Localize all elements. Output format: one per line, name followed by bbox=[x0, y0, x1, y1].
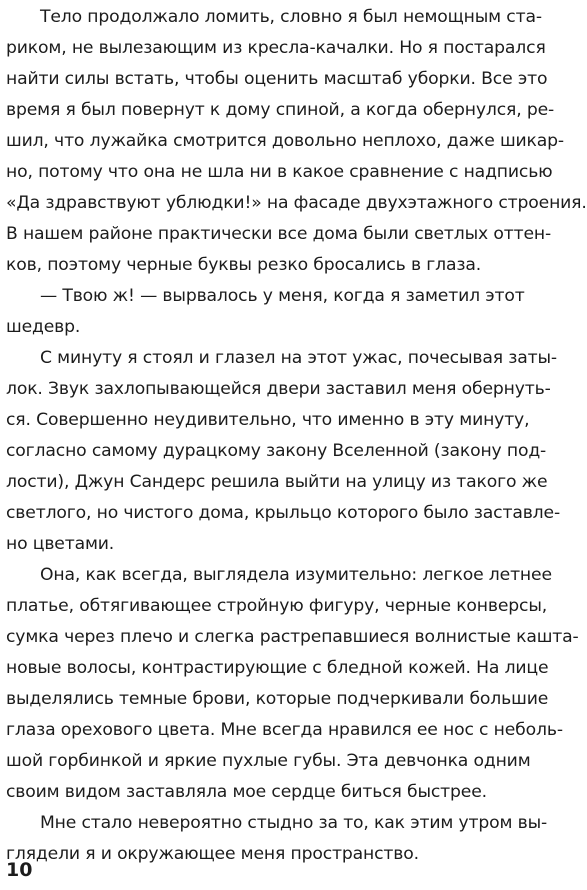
text-line: глядели я и окружающее меня пространство. bbox=[6, 844, 419, 864]
text-line: своим видом заставляла мое сердце биться быстрее. bbox=[6, 782, 487, 802]
text-line: С минуту я стоял и глазел на этот ужас, почесывая заты- bbox=[40, 348, 557, 368]
text-line: Мне стало невероятно стыдно за то, как этим утром вы- bbox=[40, 813, 548, 833]
text-line: но цветами. bbox=[6, 534, 115, 554]
text-line: лости), Джун Сандерс решила выйти на улицу из такого же bbox=[6, 472, 548, 492]
text-line: ков, поэтому черные буквы резко бросались в глаза. bbox=[6, 255, 482, 275]
text-line: платье, обтягивающее стройную фигуру, черные конверсы, bbox=[6, 596, 548, 616]
text-line: время я был повернут к дому спиной, а когда обернулся, ре- bbox=[6, 100, 555, 120]
text-line: риком, не вылезающим из кресла-качалки. Но я постарался bbox=[6, 38, 546, 58]
text-line: «Да здравствуют ублюдки!» на фасаде двухэтажного строения. bbox=[6, 193, 587, 213]
text-line: шил, что лужайка смотрится довольно неплохо, даже шикар- bbox=[6, 131, 564, 151]
text-line: Она, как всегда, выглядела изумительно: легкое летнее bbox=[40, 565, 552, 585]
text-line: согласно самому дурацкому закону Вселенной (закону под- bbox=[6, 441, 547, 461]
text-line: новые волосы, контрастирующие с бледной кожей. На лице bbox=[6, 658, 549, 678]
text-line: лок. Звук захлопывающейся двери заставил меня обернуть- bbox=[6, 379, 551, 399]
text-line: найти силы встать, чтобы оценить масштаб уборки. Все это bbox=[6, 69, 548, 89]
text-line: сумка через плечо и слегка растрепавшиеся волнистые кашта- bbox=[6, 627, 579, 647]
text-line: но, потому что она не шла ни в какое сравнение с надписью bbox=[6, 162, 553, 182]
text-line: светлого, но чистого дома, крыльцо которого было заставле- bbox=[6, 503, 560, 523]
text-line: В нашем районе практически все дома были светлых оттен- bbox=[6, 224, 552, 244]
text-line: — Твою ж! — вырвалось у меня, когда я заметил этот bbox=[40, 286, 525, 306]
page-number: 10 bbox=[6, 859, 33, 881]
text-line: шедевр. bbox=[6, 317, 81, 337]
text-line: глаза орехового цвета. Мне всегда нравился ее нос с неболь- bbox=[6, 720, 563, 740]
text-line: ся. Совершенно неудивительно, что именно в эту минуту, bbox=[6, 410, 530, 430]
text-line: выделялись темные брови, которые подчеркивали большие bbox=[6, 689, 549, 709]
text-line: шой горбинкой и яркие пухлые губы. Эта девчонка одним bbox=[6, 751, 531, 771]
text-line: Тело продолжало ломить, словно я был немощным ста- bbox=[40, 7, 542, 27]
